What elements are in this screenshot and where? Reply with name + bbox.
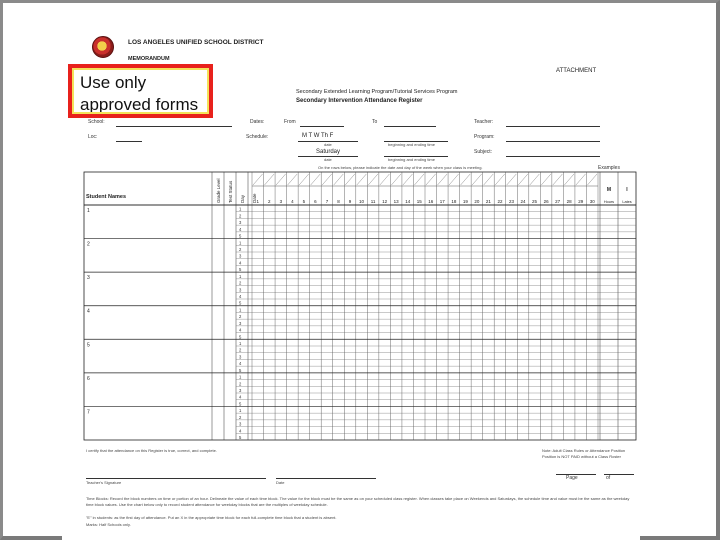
day-number: 23 <box>508 199 515 204</box>
roster-note: Note: Adult Class Rules or Attendance Position Position is NOT PAID without a Class Roster <box>542 448 626 459</box>
date-line <box>276 478 376 479</box>
day-slash <box>253 174 263 185</box>
signature-line <box>86 478 266 479</box>
student-number: 4 <box>87 308 90 315</box>
row-number: 1 <box>239 273 242 279</box>
example-header: M <box>606 187 612 193</box>
certify-text: I certify that the attendance on this Register is true, correct, and complete. <box>86 448 217 453</box>
vertical-label: Day <box>240 194 245 203</box>
day-slash <box>299 174 309 185</box>
row-number: 2 <box>239 347 242 353</box>
page-label: Page <box>566 475 578 481</box>
attachment-label: ATTACHMENT <box>556 68 597 74</box>
time-blocks-note: Time Blocks: Record the block numbers on time or portion of an hour. Delineate the value of each time block. The value for the block must be the same as on your scheduled class register. When classes take place on Weekends and Saturdays, the schedule time and value must be the same as the weekday time block values. Use the chart below only to record student attendance for weekday blocks that are the multiples of weekday schedule. <box>86 496 630 507</box>
row-number: 5 <box>239 300 242 306</box>
day-slash <box>322 174 332 185</box>
day-slash <box>553 174 563 185</box>
row-number: 3 <box>239 287 242 293</box>
day-number: 12 <box>382 199 388 204</box>
day-number: 10 <box>359 199 365 204</box>
row-number: 1 <box>239 206 242 212</box>
student-number: 6 <box>87 375 90 382</box>
row-number: 3 <box>239 421 242 427</box>
day-number: 16 <box>428 199 434 204</box>
day-number: 15 <box>416 199 422 204</box>
row-number: 1 <box>239 240 242 246</box>
day-number: 19 <box>462 199 468 204</box>
day-slash <box>391 174 401 185</box>
day-number: 28 <box>566 199 572 204</box>
row-number: 5 <box>239 367 242 373</box>
row-number: 1 <box>239 408 242 414</box>
dates-label: Dates: <box>250 119 265 125</box>
day-number: 9 <box>348 199 352 204</box>
day-slash <box>403 174 413 185</box>
day-slash <box>495 174 505 185</box>
examples-label: Examples <box>598 165 620 171</box>
student-number: 5 <box>87 342 90 349</box>
day-number: 27 <box>555 199 561 204</box>
day-number: 14 <box>405 199 411 204</box>
day-slash <box>530 174 540 185</box>
day-slash <box>380 174 390 185</box>
day-slash <box>438 174 448 185</box>
row-number: 3 <box>239 220 242 226</box>
marks-note: Marks: Half Schools only. <box>86 522 131 527</box>
day-number: 21 <box>485 199 491 204</box>
day-slash <box>311 174 321 185</box>
row-number: 4 <box>239 361 242 367</box>
school-label: School: <box>88 119 105 125</box>
callout-line-1: Use only <box>80 73 147 92</box>
register-title: Secondary Intervention Attendance Register <box>296 98 423 104</box>
program-label: Program: <box>474 134 495 140</box>
date-label: Date <box>276 480 285 485</box>
day-slash <box>357 174 367 185</box>
day-number: 29 <box>578 199 584 204</box>
student-names-label: Student Names <box>86 194 127 200</box>
example-subheader: Lates <box>622 200 632 204</box>
row-number: 5 <box>239 334 242 340</box>
row-number: 5 <box>239 233 242 239</box>
row-number: 4 <box>239 428 242 434</box>
time-caption-2: beginning and ending time <box>388 157 435 162</box>
subject-label: Subject: <box>474 149 493 155</box>
time-caption-1: beginning and ending time <box>388 142 435 147</box>
grid-lines <box>84 172 636 440</box>
example-header: I <box>626 187 628 193</box>
vertical-label: Grade Level <box>216 178 221 203</box>
student-number: 2 <box>87 241 90 248</box>
callout-line-2: approved forms <box>80 95 199 114</box>
day-number: 3 <box>279 199 283 204</box>
vertical-label: Date <box>252 193 257 203</box>
program-title: Secondary Extended Learning Program/Tutorial Services Program <box>296 89 458 95</box>
day-number: 4 <box>291 199 294 204</box>
row-number: 4 <box>239 260 242 266</box>
day-number: 6 <box>314 199 317 204</box>
day-number: 11 <box>370 199 376 204</box>
day-number: 18 <box>451 199 457 204</box>
day-number: 7 <box>325 199 329 204</box>
teacher-label: Teacher: <box>474 119 494 125</box>
day-slash <box>587 174 597 185</box>
of-label: of <box>606 475 611 481</box>
day-slash <box>472 174 482 185</box>
from-label: From <box>284 119 296 125</box>
row-number: 4 <box>239 394 242 400</box>
schedule-label: Schedule: <box>246 134 269 140</box>
row-numbers <box>239 207 242 440</box>
memo-label: MEMORANDUM <box>128 56 170 62</box>
row-number: 2 <box>239 213 242 219</box>
day-slash <box>484 174 494 185</box>
vertical-labels <box>216 178 257 203</box>
weekday-options: M T W Th F <box>302 133 334 139</box>
day-slash <box>265 174 275 185</box>
row-number: 2 <box>239 280 242 286</box>
first-day-note: "E" in students: as the first day of attendance. Put an X in the appropriate time block for each full-complete time block that a student is absent. <box>86 515 337 520</box>
row-number: 5 <box>239 435 242 440</box>
signature-label: Teacher's Signature <box>86 480 122 485</box>
day-number: 2 <box>268 199 271 204</box>
vertical-label: Test Status <box>228 180 233 203</box>
loc-label: Loc: <box>88 134 98 140</box>
row-number: 1 <box>239 374 242 380</box>
row-number: 5 <box>239 401 242 407</box>
day-slash <box>518 174 528 185</box>
day-slash <box>426 174 436 185</box>
day-number: 1 <box>256 199 260 204</box>
day-slash <box>576 174 586 185</box>
row-number: 3 <box>239 320 242 326</box>
day-slash <box>541 174 551 185</box>
to-label: To <box>372 119 378 125</box>
row-number: 2 <box>239 314 242 320</box>
day-number: 25 <box>532 199 538 204</box>
day-number: 30 <box>589 199 595 204</box>
day-number: 20 <box>474 199 480 204</box>
row-number: 4 <box>239 294 242 299</box>
row-number: 2 <box>239 414 242 420</box>
row-number: 2 <box>239 247 242 252</box>
day-number: 5 <box>302 199 306 204</box>
row-number: 3 <box>239 388 242 393</box>
day-slash <box>414 174 424 185</box>
day-number: 17 <box>439 199 445 204</box>
row-number: 2 <box>239 381 242 387</box>
day-numbers <box>257 199 596 204</box>
student-numbers <box>87 208 90 415</box>
day-slash <box>449 174 459 185</box>
day-number: 13 <box>393 199 399 204</box>
student-number: 1 <box>87 208 90 214</box>
saturday-option: Saturday <box>316 149 341 155</box>
day-slash <box>276 174 286 185</box>
day-slash <box>288 174 298 185</box>
example-subheader: Hours <box>603 200 615 204</box>
day-slash <box>564 174 574 185</box>
district-name: LOS ANGELES UNIFIED SCHOOL DISTRICT <box>128 39 264 46</box>
day-number: 8 <box>337 199 340 204</box>
row-number: 5 <box>239 267 242 273</box>
day-slash <box>345 174 355 185</box>
row-number: 1 <box>239 341 242 346</box>
day-slash <box>461 174 471 185</box>
row-number: 4 <box>239 226 242 232</box>
instruction-text: On the rows below, please indicate the date and day of the week when your class is meeting. <box>318 165 483 170</box>
day-number: 26 <box>543 199 549 204</box>
day-number: 24 <box>520 199 526 204</box>
student-number: 3 <box>87 275 90 282</box>
date-caption: date <box>324 142 332 147</box>
row-number: 4 <box>239 327 242 333</box>
row-number: 3 <box>239 354 242 360</box>
date-caption-2: date <box>324 157 332 162</box>
day-number: 22 <box>497 199 503 204</box>
row-number: 3 <box>239 253 242 259</box>
day-slash <box>368 174 378 185</box>
day-slash <box>507 174 517 185</box>
day-slash <box>334 174 344 185</box>
student-number: 7 <box>87 409 90 416</box>
row-number: 1 <box>239 307 242 313</box>
